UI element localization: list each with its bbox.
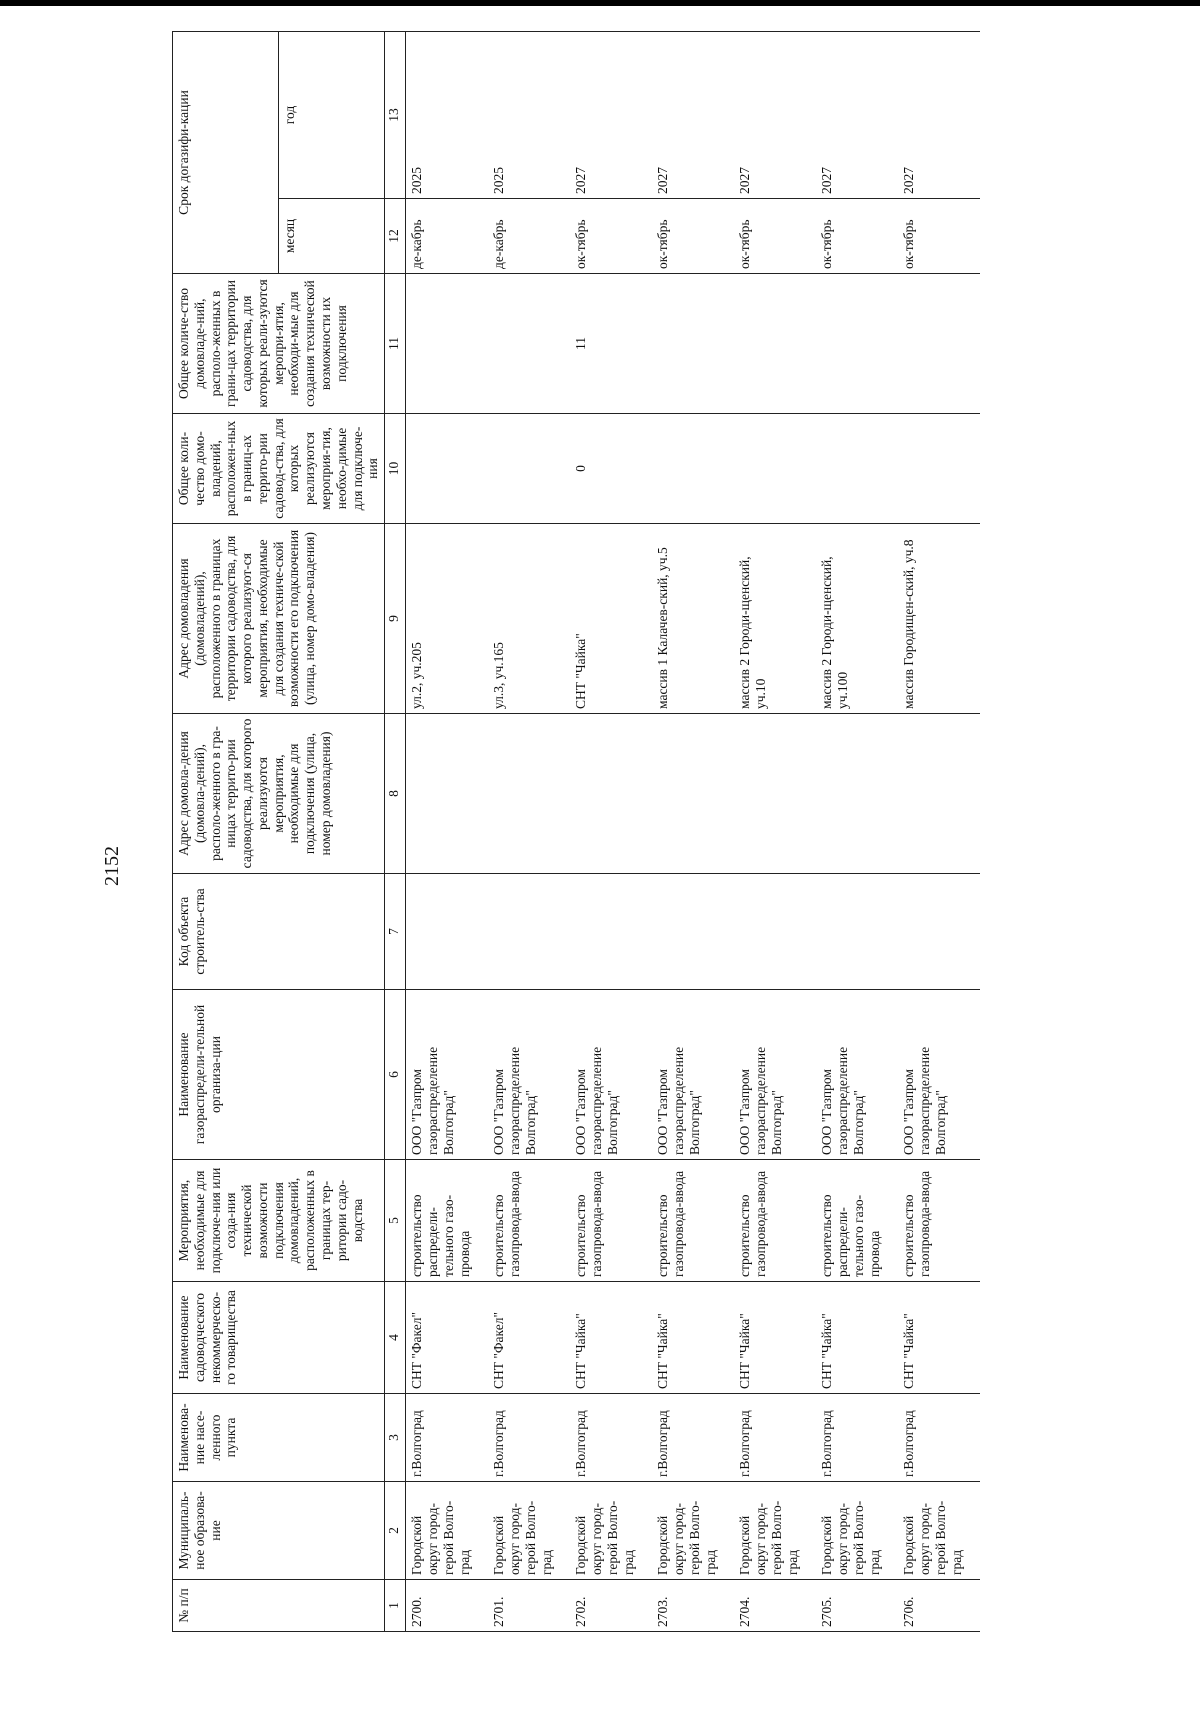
month: ок-тябрь — [898, 199, 980, 274]
page-top-border — [0, 0, 1200, 6]
address-connection — [488, 714, 570, 874]
table-body — [406, 31, 981, 1631]
col-number: 12 — [385, 199, 406, 274]
page-number: 2152 — [101, 846, 123, 886]
year: 2027 — [816, 31, 898, 198]
month: ок-тябрь — [652, 199, 734, 274]
table-row — [734, 31, 816, 1631]
snt-name: СНТ "Чайка" — [734, 1282, 816, 1394]
municipality: Городской округ город-герой Волго-град — [488, 1482, 570, 1580]
count-capability — [652, 274, 734, 414]
col-number: 4 — [385, 1282, 406, 1394]
gasification-table — [172, 31, 980, 1632]
gas-org: ООО "Газпром газораспределение Волгоград" — [488, 990, 570, 1160]
snt-name: СНТ "Чайка" — [652, 1282, 734, 1394]
gas-org: ООО "Газпром газораспределение Волгоград" — [406, 990, 489, 1160]
row-number: 2702. — [570, 1580, 652, 1632]
object-code — [734, 874, 816, 990]
month: де-кабрь — [488, 199, 570, 274]
header-col10: Общее коли-чество домо-владений, расположен-ных в границ-ах террито-рии садовод-ства, для которых реализуются мероприя-тия, необхо-димые для подключе-ния — [173, 414, 385, 524]
table-row — [816, 31, 898, 1631]
header-col7: Код объекта строитель-ства — [173, 874, 385, 990]
address-capability: ул.3, уч.165 — [488, 524, 570, 714]
col-number: 8 — [385, 714, 406, 874]
municipality: Городской округ город-герой Волго-град — [652, 1482, 734, 1580]
count-connection — [898, 414, 980, 524]
event: строительство газопровода-ввода — [652, 1160, 734, 1282]
header-col12: месяц — [279, 199, 385, 274]
object-code — [652, 874, 734, 990]
header-row — [173, 31, 279, 1631]
col-number: 10 — [385, 414, 406, 524]
rotated-table-wrapper — [172, 32, 1042, 1632]
municipality: Городской округ город-герой Волго-град — [570, 1482, 652, 1580]
row-number: 2700. — [406, 1580, 489, 1632]
count-connection: 0 — [570, 414, 652, 524]
municipality: Городской округ город-герой Волго-град — [816, 1482, 898, 1580]
snt-name: СНТ "Факел" — [488, 1282, 570, 1394]
table-row — [488, 31, 570, 1631]
header-col12-13: Срок догазифи-кации — [173, 31, 279, 273]
gas-org: ООО "Газпром газораспределение Волгоград" — [652, 990, 734, 1160]
header-col4: Наименование садоводческого некоммерческо-го товарищества — [173, 1282, 385, 1394]
month: ок-тябрь — [570, 199, 652, 274]
count-capability — [734, 274, 816, 414]
address-capability: массив 2 Городи-щенский, уч.10 — [734, 524, 816, 714]
snt-name: СНТ "Чайка" — [816, 1282, 898, 1394]
count-capability — [488, 274, 570, 414]
municipality: Городской округ город-герой Волго-град — [406, 1482, 489, 1580]
col-number: 5 — [385, 1160, 406, 1282]
gas-org: ООО "Газпром газораспределение Волгоград" — [898, 990, 980, 1160]
col-number: 13 — [385, 31, 406, 198]
year: 2027 — [734, 31, 816, 198]
address-connection — [406, 714, 489, 874]
gas-org: ООО "Газпром газораспределение Волгоград" — [570, 990, 652, 1160]
object-code — [570, 874, 652, 990]
count-capability: 11 — [570, 274, 652, 414]
event: строительство газопровода-ввода — [734, 1160, 816, 1282]
municipality: Городской округ город-герой Волго-град — [734, 1482, 816, 1580]
header-col3: Наименова-ние насе-ленного пункта — [173, 1394, 385, 1482]
col-number: 1 — [385, 1580, 406, 1632]
snt-name: СНТ "Факел" — [406, 1282, 489, 1394]
header-col1: № п/п — [173, 1580, 385, 1632]
count-capability — [816, 274, 898, 414]
count-connection — [406, 414, 489, 524]
column-number-row — [385, 31, 406, 1631]
table-row — [570, 31, 652, 1631]
table-header — [173, 31, 406, 1631]
header-col11: Общее количе-ство домовладе-ний, располо-женных в грани-цах территории садоводства, для которых реали-зуются меропри-ятия, необходи-мые для создания технической возможности их подключения — [173, 274, 385, 414]
col-number: 7 — [385, 874, 406, 990]
col-number: 6 — [385, 990, 406, 1160]
header-col8: Адрес домовла-дения (домовла-дений), располо-женного в гра-ницах террито-рии садоводства, для которого реализуются мероприятия, необходимые для подключения (улица, номер домовладения) — [173, 714, 385, 874]
event: строительство газопровода-ввода — [488, 1160, 570, 1282]
row-number: 2705. — [816, 1580, 898, 1632]
year: 2027 — [652, 31, 734, 198]
address-capability: массив 2 Городи-щенский, уч.100 — [816, 524, 898, 714]
month: ок-тябрь — [816, 199, 898, 274]
address-capability: СНТ "Чайка" — [570, 524, 652, 714]
municipality: Городской округ город-герой Волго-град — [898, 1482, 980, 1580]
col-number: 2 — [385, 1482, 406, 1580]
event: строительство распредели-тельного газо-провода — [406, 1160, 489, 1282]
table-row — [406, 31, 489, 1631]
address-capability: массив 1 Калачев-ский, уч.5 — [652, 524, 734, 714]
address-connection — [816, 714, 898, 874]
object-code — [488, 874, 570, 990]
address-connection — [652, 714, 734, 874]
locality: г.Волгоград — [652, 1394, 734, 1482]
locality: г.Волгоград — [898, 1394, 980, 1482]
col-number: 9 — [385, 524, 406, 714]
event: строительство газопровода-ввода — [898, 1160, 980, 1282]
locality: г.Волгоград — [488, 1394, 570, 1482]
locality: г.Волгоград — [734, 1394, 816, 1482]
address-capability: ул.2, уч.205 — [406, 524, 489, 714]
gas-org: ООО "Газпром газораспределение Волгоград" — [816, 990, 898, 1160]
count-connection — [734, 414, 816, 524]
header-col9: Адрес домовладения (домовладений), расположенного в границах территории садоводства, для которого реализуют-ся мероприятия, необходимые для создания техниче-ской возможности его подключения (улица, номер домо-владения) — [173, 524, 385, 714]
count-capability — [406, 274, 489, 414]
object-code — [406, 874, 489, 990]
row-number: 2704. — [734, 1580, 816, 1632]
address-connection — [570, 714, 652, 874]
count-connection — [488, 414, 570, 524]
snt-name: СНТ "Чайка" — [898, 1282, 980, 1394]
header-col13: год — [279, 31, 385, 198]
header-col6: Наименование газораспредели-тельной организа-ции — [173, 990, 385, 1160]
row-number: 2706. — [898, 1580, 980, 1632]
year: 2025 — [488, 31, 570, 198]
table-row — [652, 31, 734, 1631]
col-number: 11 — [385, 274, 406, 414]
event: строительство распредели-тельного газо-провода — [816, 1160, 898, 1282]
object-code — [898, 874, 980, 990]
event: строительство газопровода-ввода — [570, 1160, 652, 1282]
gas-org: ООО "Газпром газораспределение Волгоград" — [734, 990, 816, 1160]
address-connection — [734, 714, 816, 874]
count-connection — [816, 414, 898, 524]
locality: г.Волгоград — [816, 1394, 898, 1482]
row-number: 2703. — [652, 1580, 734, 1632]
count-capability — [898, 274, 980, 414]
count-connection — [652, 414, 734, 524]
header-col2: Муниципаль-ное образова-ние — [173, 1482, 385, 1580]
row-number: 2701. — [488, 1580, 570, 1632]
year: 2027 — [898, 31, 980, 198]
header-col5: Мероприятия, необходимые для подключе-ния или созда-ния технической возможности подключения домовладений, расположенных в границах тер-ритории садо-водства — [173, 1160, 385, 1282]
year: 2025 — [406, 31, 489, 198]
year: 2027 — [570, 31, 652, 198]
locality: г.Волгоград — [570, 1394, 652, 1482]
snt-name: СНТ "Чайка" — [570, 1282, 652, 1394]
month: ок-тябрь — [734, 199, 816, 274]
address-connection — [898, 714, 980, 874]
object-code — [816, 874, 898, 990]
locality: г.Волгоград — [406, 1394, 489, 1482]
col-number: 3 — [385, 1394, 406, 1482]
table-row — [898, 31, 980, 1631]
address-capability: массив Городищен-ский, уч.8 — [898, 524, 980, 714]
month: де-кабрь — [406, 199, 489, 274]
